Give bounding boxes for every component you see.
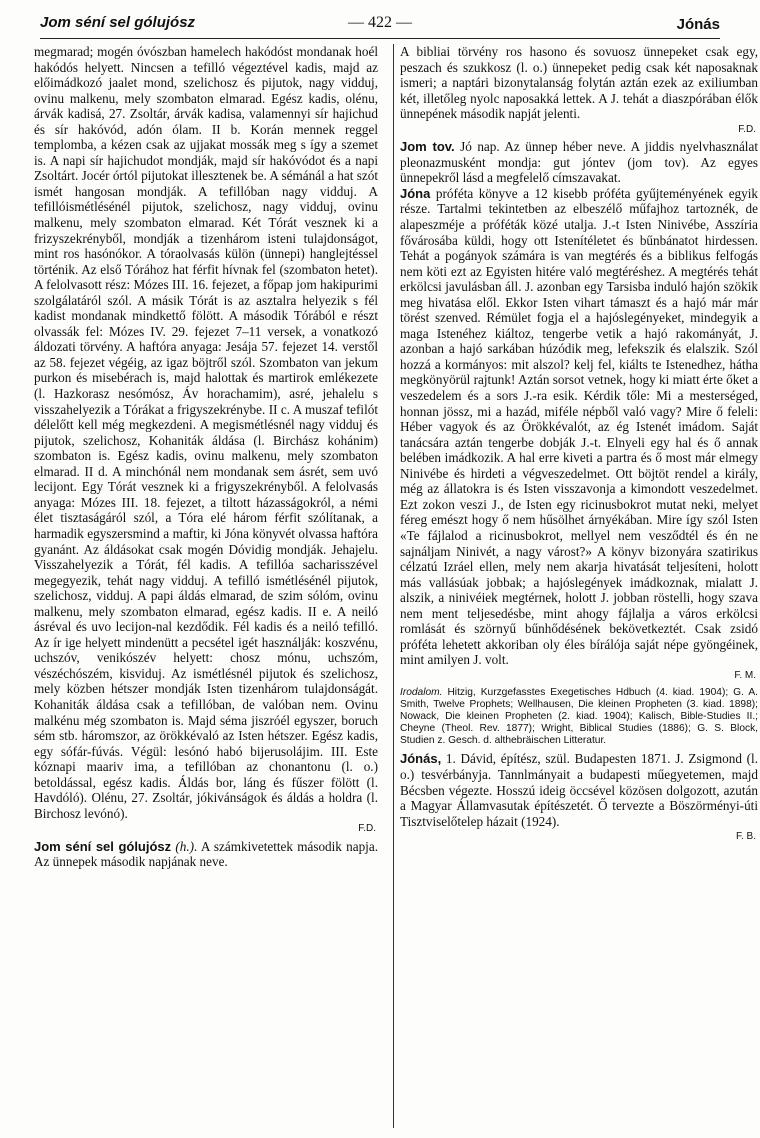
entry-heading: Jónás, (400, 751, 442, 767)
entry-heading: Jóna (400, 185, 431, 201)
running-header (40, 14, 720, 38)
header-left-entry: Jom séní sel gólujósz (40, 14, 196, 31)
literature-text: Hitzig, Kurzgefasstes Exegetisches Hdbuch (4. kiad. 1904); G. A. Smith, Twelve Prophets; Wellhausen, Die kleinen Propheten (3. kiad. 1898); Nowack, Die kleinen Propheten (2. kiad. 1904); Kalisch, Bible-Studies II.; Cheyne (Theol. Rev. 1877); Wright, Biblical Studies (1886); G. S. Block, Studien z. Gesch. d. althebräischen Litteratur. (400, 687, 758, 747)
entry-jom-seni (34, 839, 378, 870)
entry-jom-tov (400, 139, 758, 186)
author-signature: F.D. (358, 823, 376, 835)
entry-text: megmarad; mogén óvószban hamelech hakódóst mondanak hoél hakódós helyett. Nincsen a tefilló végeztével kadis, majd az előimádkozó jaalet mond, szelichosz és pijutok, nagy vidduj, ovinu malkenu, mely szombaton elmarad. Egész kadis, olénu, árvák kadisá, 27. Zsoltár, árvák kadisa, valamennyi sír hajichud és sír hakóvód, adón ólam. II b. Korán mennek reggel templomba, a kézen csak az ujjakat mossák meg s így a szemet is. A napi sír hajichudot mondják, majd sír hakóvódot és a napi Zsoltárt. Jocér órtól pijutokat illesztenek be. A sémánál a hat szót ismét hangosan mondják. A tefillóban nagy vidduj. A tefillóismétlésénél pijutok, szelichosz, nagy vidduj, ovinu malkenu, mely szombaton elmarad. Két Tórát vesznek ki a frizyszekrényből, mondják a tizenhárom isteni tulajdonságot, mint ros hasónókor. A tóraolvasás külön (ünnepi) hanglejtéssel történik. Az első Tórához hat férfit hívnak fel (szombaton hetet). A felolvasott rész: Mózes III. 16. fejezet, a főpap jom hakipurimi szolgálatáról szól. A másik Tórát is az asztalra helyezik s fél kadist mondanak mindkettő fölött. A második Tórából e részt olvassák fel: Mózes IV. 29. fejezet 7–11 versek, a vonatkozó áldozati törvény. A haftóra anyaga: Jesája 57. fejezet 14. verstől az 58. fejezet végéig, az igaz böjtről szól. Szombaton van jekum purkon és misebérach is, majd halottak és martirok emlékezete (l. Hazkorasz nesómósz, Áv horachamim), asré, jehalelu s visszahelyezik a Tórákat a frigyszekrénybe. II c. A muszaf tefilót délelőtt kell még megkezdeni. A megismétlésnél nagy vidduj és pijutok, szelichosz, Kohaniták áldása (l. Birchász kohánim) szombaton is. Egész kadis, ovinu malkenu, mely szombaton elmarad. II d. A minchónál nem mondanak sem ásrét, sem uvó lecijont. Egy Tórát vesznek ki a frigyszekrényből. A felolvasás anyaga: Mózes III. 18. fejezet, a tiltott házasságokról, a némi élet tisztaságáról szól, a Tóra elé három férfit szólítanak, a harmadik egyszersmind a maftir, ki Jóna könyvét olvassa haftóra gyanánt. Az áldásokat csak mogén Dóvidig mondják. Jehajelu. Visszahelyezik a Tórát, fél kadis. A tefillóa sacharisszével megegyezik, tehát nagy vidduj. A tefilló ismétlésénél pijutok, szelichosz, vidduj. A papi áldás elmarad, de szim sólóm, ovinu malkenu, mely szombaton elmarad, egész kadis. II e. A neiló ásréval és uvo lecijon-nal kezdődik. Fél kadis és a neiló tefilló. Az ír ige helyett mindenütt a pecsétel igét használják: koszvénu, uchszóv, venikószév helyett: chosz mónu, uchszóm, vészéchószém, kisviduj. Az ismétlésnél pijutok és szelichosz, mely közben hétszer mondják Isten tizenhárom tulajdonságát. Kohaniták áldása csak a tefillóban, de valóban nem. Ovinu malkénu még szombaton is. Majd séma jiszróél egyszer, boruch sém stb. háromszor, az örökkévaló az Isten hétszer. Egész kadis, egy sófár-fúvás. Végül: lesónó habó bijerusolájim. III. Este kóznapi maariv ima, a tefillóban az chonantonu (l. o.) betoldással, egész kadis. Áldás bor, láng és fűszer fölött (l. Havdóló). Olénu, 27. Zsoltár, jókivánságok és áldás a holdra (l. Birchosz levónó). (34, 44, 378, 821)
right-column (393, 44, 758, 1128)
author-signature: F.D. (738, 123, 756, 135)
header-rule (40, 38, 720, 39)
entry-heading: Jom séní sel gólujósz (34, 838, 172, 854)
entry-jona (400, 186, 758, 668)
entry-heading: Jom tov. (400, 139, 455, 155)
entry-text: 1. Dávid, építész, szül. Budapesten 1871. J. Zsigmond (l. o.) tesvérbányja. Tannlmányait a budapesti műegyetemen, majd Bécsben végezte. Hosszú ideig öccsével közösen dolgozott, azután a Magyar Államvasutak építészetét. Ő tervezte a Böszörményi-úti Tisztviselőtelep házait (1924). (400, 751, 758, 829)
literature-list (400, 687, 758, 747)
entry-jonas (400, 751, 758, 829)
entry-text: A bibliai törvény ros hasono és sovuosz ünnepeket csak egy, peszach és szukkosz (l. o.) ünnepeket pedig csak két naposaknak ismeri; a naptári bizonytalanság folytán aztán ezek az exiliumban két, illetőleg nyolc naposakká lettek. A J. tehát a diaszpórában élők ünnepének második napját jelenti. (400, 44, 758, 122)
entry-heading-suffix: (h.). (175, 838, 198, 854)
entry-text: A számkivetettek második napja. Az ünnepek második napjának neve. (34, 838, 378, 870)
header-right-entry: Jónás (676, 16, 720, 33)
author-signature: F. M. (734, 669, 756, 681)
entry-text: Jó nap. Az ünnep héber neve. A jiddis nyelvhasználat pleonazmusként mondja: gut jóntev (jom tov). Az egyes ünnepekről lásd a megfelelő címszavakat. (400, 139, 758, 186)
literature-label: Irodalom. (400, 687, 443, 699)
author-signature: F. B. (735, 831, 756, 843)
left-column (34, 44, 378, 1128)
entry-text: próféta könyve a 12 kisebb próféta gyűjteményének egyik része. Tartalmi tekintetben az elbeszélő műfajhoz tartoznék, de alapeszméje a próféták közé utalja. J.-t Isten Ninivébe, Asszíria fővárosába küldi, hogy ott Istenítéletet és bűnbánatot hirdessen. Tehát a pogányok számára is van megtérés és a biblikus felfogás nem köti ezt az Egyisten hitére való megtéréshez. A megtérés tehát erkölcsi javulásban áll. J. azonban egy Tarsisba induló hajón szökik meg hivatása elől. Ekkor Isten vihart támaszt és a hajó már már törést szenved. Rémület fogja el a hajóslegényeket, mindegyik a maga Istenéhez kiáltoz, tengerbe vetik a hajó rakományát, J. azonban a hajó sarkában húzódik meg, lefekszik és elalszik. Szól hozzá a kormányos: mit alszol? kelj fel, kiálts te Istenedhez, hátha megkönyörül rajtunk! Aztán sorsot vetnek, hogy ki miatt érte őket a veszedelem és a sors J.-ra esik. Kérdik tőle: Mi a mesterséged, honnan jössz, mi a hazád, miféle népből való vagy? Mire ő feleli: Héber vagyok és az Örökkévalót, az ég Istenét imádom. Saját tanácsára aztán tengerbe dobják J.-t. Elnyeli egy hal és ő annak belében imádkozik. A hal erre kiveti a partra és ő most már elmegy Ninivébe és hirdeti a végveszedelmet. Ott böjtöt rendel a király, még az állatokra is és Isten visszavonja a kimondott veszedelmet. Ezt zokon veszi J., de Isten egy ricinusbokrot mutat neki, melyet féreg emészt hogy ő nem hűsölhet árnyékában. Mire így szól Isten «Te fájlalod a ricinusbokrot, mellyel nem vesződtél és én ne sajnáljam Ninivét, a nagy várost?» A könyv bizonyára szatirikus célzatú Izráel ellen, mely nem akarja hivatását teljesíteni, holott más vallásúak jobbak; a hajóslegények imádkoznak, mialatt J. alszik, a ninivéiek megtérnek, holott J. jobban röstelli, hogy szava nem ment teljesedésbe, mint ahogy fájlalja a város erkölcsi romlását és szörnyű bűnhődésének bekövetkeztét. Csak zsidó próféta lehetett akkoriban oly éles bírálója saját népe gyöngéinek, mint amilyen J. volt. (400, 185, 758, 668)
page-number: — 422 — (348, 14, 412, 31)
